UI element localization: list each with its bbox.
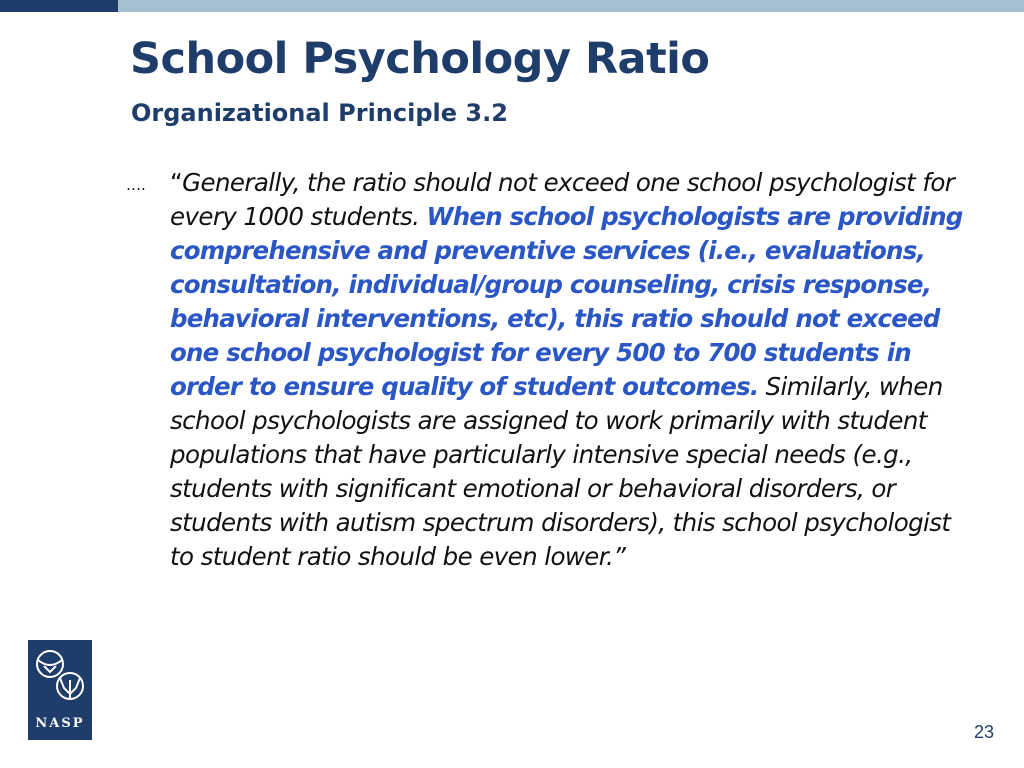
quote-open-mark: “ <box>170 168 183 197</box>
quote-lead-ellipsis: …. <box>126 176 146 194</box>
slide-title: School Psychology Ratio <box>130 34 710 84</box>
slide-subtitle: Organizational Principle 3.2 <box>131 99 508 127</box>
quote-block <box>126 166 978 574</box>
quote-text-part1: Generally, the ratio should not exceed one school psychologist for every 1000 students. <box>170 168 955 231</box>
quote-highlight: When school psychologists are providing comprehensive and preventive services (i.e., evaluations, consultation, individual/group counseling, crisis response, behavioral interventions, etc), this ratio should not exceed one school psychologist for every 500 to 700 students in order to ensure quality of student outcomes. <box>170 202 963 401</box>
page-number: 23 <box>973 722 994 742</box>
nasp-emblem-icon <box>28 640 92 716</box>
top-accent-bar-dark <box>0 0 118 12</box>
nasp-logo-text: NASP <box>35 716 85 731</box>
top-accent-bar <box>0 0 1024 12</box>
top-accent-bar-light <box>118 0 1024 12</box>
quote-text-part2: Similarly, when school psychologists are assigned to work primarily with student populations that have particularly intensive special needs (e.g., students with significant emotional or behavioral disorders, or students with autism spectrum disorders), this school psychologist to student ratio should be even lower.” <box>170 372 951 571</box>
nasp-logo <box>28 640 92 740</box>
